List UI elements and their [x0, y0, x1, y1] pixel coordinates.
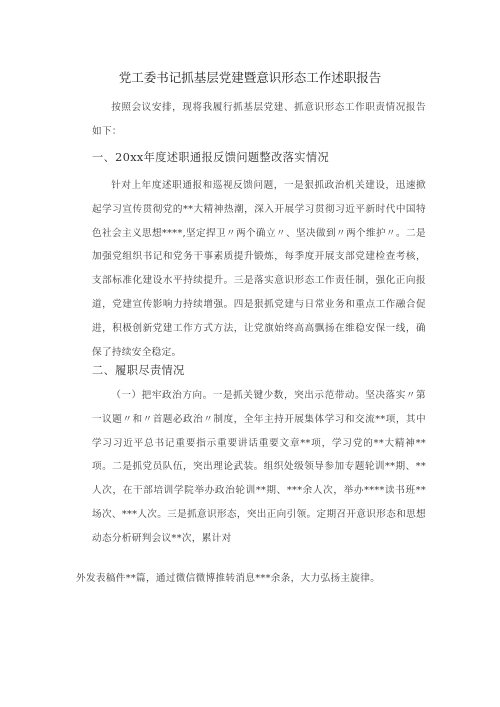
intro-paragraph: 按照会议安排，现将我履行抓基层党建、抓意识形态工作职责情况报告如下： [92, 102, 426, 137]
document-title: 党工委书记抓基层党建暨意识形态工作述职报告 [118, 70, 382, 85]
section-1-paragraph: 针对上年度述职通报和巡视反馈问题，一是狠抓政治机关建设，迅速掀起学习宣传贯彻党的**大精神热潮，深入开展学习贯彻习近平新时代中国特色社会主义思想****,坚定捍卫〃两个确立〃、坚决做到〃两个维护〃。二是加强党组织书记和党务干事素质提升锻炼，每季度开展支部党建检查考核，支部标准化建设水平持续提升。三是落实意识形态工作责任制，强化正向报道，党建宣传影响力持续增强。四是狠抓党建与日常业务和重点工作融合促进，积极创新党建工作方式方法，让党旗始终高高飘扬在维稳安保一线，确保了持续安全稳定。 [92, 180, 426, 358]
section-2-paragraph: （一）把牢政治方向。一是抓关键少数，突出示范带动。坚决落实〃第一议题〃和〃首题必政治〃制度，全年主持开展集体学习和交流**项，其中学习习近平总书记重要指示重要讲话重要文章**项，学习党的**大精神**项。二是抓党员队伍，突出理论武装。组织处级领导参加专题轮训**期、**人次，在干部培训学院举办政治轮训**期、***余人次，举办****读书班**场次、***人次。三是抓意识形态，突出正向引领。定期召开意识形态和思想动态分析研判会议**次，累计对 [92, 390, 426, 544]
section-2-continued-paragraph: 外发表稿件**篇，通过微信微博推转消息***余条，大力弘扬主旋律。 [76, 573, 381, 584]
section-2-heading: 二、履职尽责情况 [92, 364, 185, 377]
section-1-heading: 一、20xx年度述职通报反馈问题整改落实情况 [92, 151, 330, 164]
